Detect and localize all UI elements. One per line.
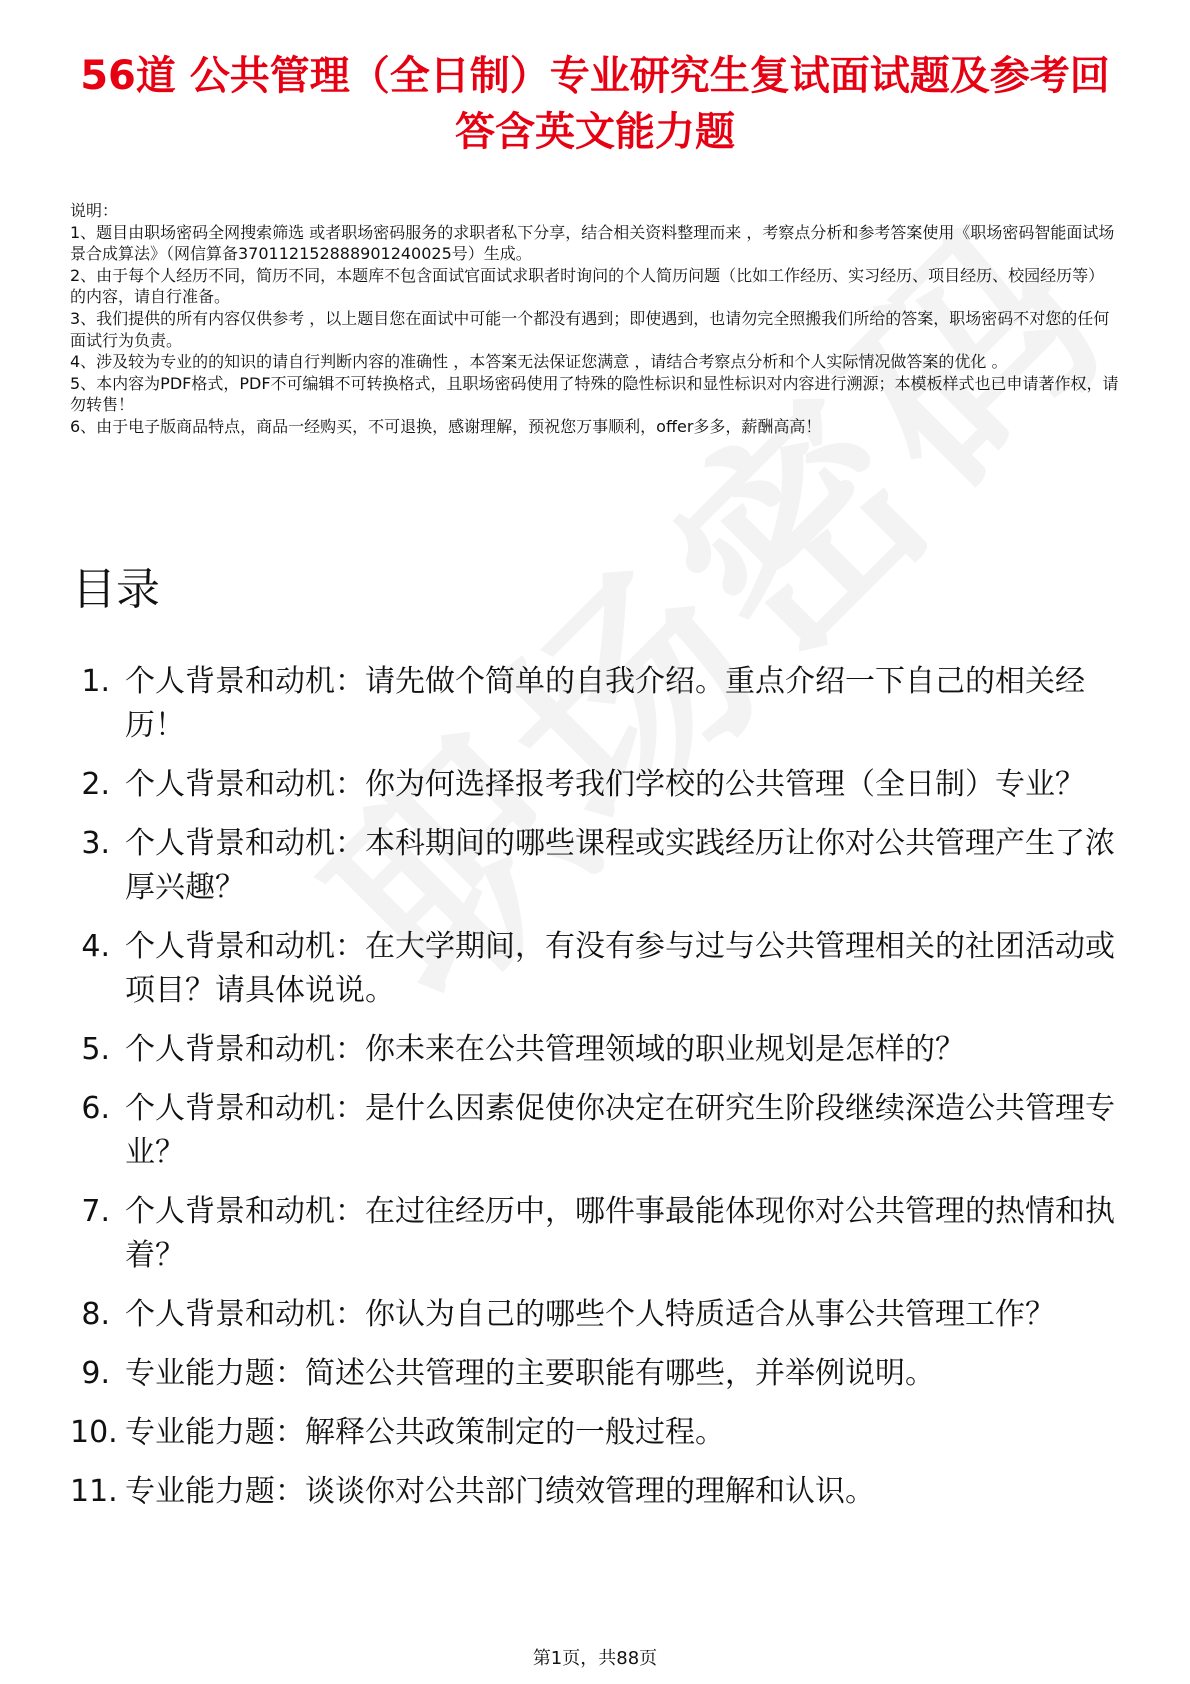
page-number: 第1页，共88页 <box>532 1648 658 1669</box>
toc-item-number: 6. <box>81 1091 110 1126</box>
document-title: 56道 公共管理（全日制）专业研究生复试面试题及参考回答含英文能力题 <box>80 53 1110 155</box>
toc-item-number: 11. <box>70 1474 118 1509</box>
toc-item-number: 8. <box>81 1297 110 1332</box>
toc-item-text: 个人背景和动机：你未来在公共管理领域的职业规划是怎样的？ <box>125 1032 965 1067</box>
toc-item-number: 7. <box>81 1194 110 1229</box>
note-item: 4、涉及较为专业的的知识的请自行判断内容的准确性 ，本答案无法保证您满意 ，请结合考察点分析和个人实际情况做答案的优化 。 <box>70 352 1008 372</box>
toc-item-text: 个人背景和动机：本科期间的哪些课程或实践经历让你对公共管理产生了浓厚兴趣？ <box>125 826 1115 905</box>
note-item: 2、由于每个人经历不同，简历不同，本题库不包含面试官面试求职者时询问的个人简历问题（比如工作经历、实习经历、项目经历、校园经历等）的内容，请自行准备。 <box>70 265 1105 307</box>
notes-label: 说明： <box>70 201 119 220</box>
toc-item[interactable] <box>70 1352 1120 1396</box>
toc-item-text: 个人背景和动机：在大学期间，有没有参与过与公共管理相关的社团活动或项目？请具体说说。 <box>125 929 1115 1008</box>
toc-heading: 目录 <box>72 564 160 615</box>
toc-item[interactable] <box>70 1470 1120 1514</box>
toc-item-text: 个人背景和动机：你为何选择报考我们学校的公共管理（全日制）专业？ <box>125 767 1085 802</box>
toc-item-number: 1. <box>81 664 110 699</box>
toc-item[interactable] <box>70 1028 1120 1072</box>
toc-item-text: 个人背景和动机：是什么因素促使你决定在研究生阶段继续深造公共管理专业？ <box>125 1091 1115 1170</box>
toc-item[interactable] <box>70 822 1120 910</box>
toc-item-number: 3. <box>81 826 110 861</box>
toc-item[interactable] <box>70 1087 1120 1175</box>
note-item: 5、本内容为PDF格式，PDF不可编辑不可转换格式，且职场密码使用了特殊的隐性标识和显性标识对内容进行溯源；本模板样式也已申请著作权，请勿转售！ <box>70 373 1119 415</box>
toc-item[interactable] <box>70 1411 1120 1455</box>
table-of-contents <box>70 660 1120 1529</box>
toc-item-number: 2. <box>81 767 110 802</box>
notes-section <box>70 200 1120 438</box>
toc-item[interactable] <box>70 1190 1120 1278</box>
toc-item-text: 个人背景和动机：在过往经历中，哪件事最能体现你对公共管理的热情和执着？ <box>125 1194 1115 1273</box>
toc-item-text: 专业能力题：简述公共管理的主要职能有哪些，并举例说明。 <box>125 1356 935 1391</box>
toc-item-text: 专业能力题：谈谈你对公共部门绩效管理的理解和认识。 <box>125 1474 875 1509</box>
toc-item-number: 4. <box>81 929 110 964</box>
note-item: 6、由于电子版商品特点，商品一经购买，不可退换，感谢理解，预祝您万事顺利，offer多多，薪酬高高！ <box>70 416 822 436</box>
toc-item-number: 9. <box>81 1356 110 1391</box>
toc-item[interactable] <box>70 763 1120 807</box>
note-item: 3、我们提供的所有内容仅供参考 ，以上题目您在面试中可能一个都没有遇到；即使遇到，也请勿完全照搬我们所给的答案，职场密码不对您的任何面试行为负责。 <box>70 308 1110 350</box>
toc-item[interactable] <box>70 660 1120 748</box>
toc-item-number: 10. <box>70 1415 118 1450</box>
toc-item-number: 5. <box>81 1032 110 1067</box>
note-item: 1、题目由职场密码全网搜索筛选 或者职场密码服务的求职者私下分享，结合相关资料整理而来 ，考察点分析和参考答案使用《职场密码智能面试场景合成算法》（网信算备370112152888901240025号）生成。 <box>70 222 1115 264</box>
toc-item-text: 个人背景和动机：你认为自己的哪些个人特质适合从事公共管理工作？ <box>125 1297 1055 1332</box>
toc-item-text: 专业能力题：解释公共政策制定的一般过程。 <box>125 1415 725 1450</box>
toc-item[interactable] <box>70 1293 1120 1337</box>
toc-item-text: 个人背景和动机：请先做个简单的自我介绍。重点介绍一下自己的相关经历！ <box>125 664 1085 743</box>
toc-item[interactable] <box>70 925 1120 1013</box>
